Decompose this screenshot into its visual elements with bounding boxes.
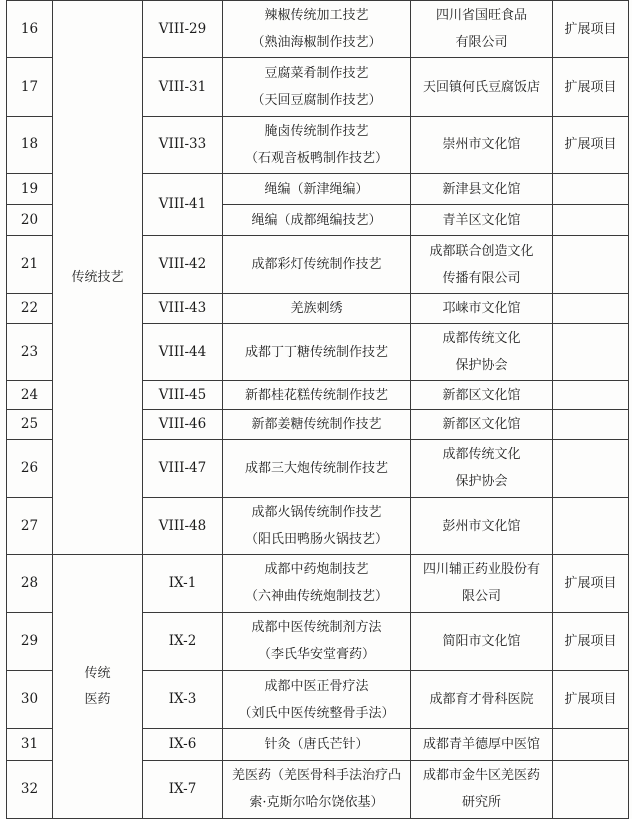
- project-name-line: （石观音板鸭制作技艺）: [244, 150, 388, 166]
- project-name: [223, 58, 411, 116]
- protection-unit: [411, 205, 553, 236]
- project-code: IX-6: [143, 729, 223, 760]
- project-name: [223, 293, 411, 323]
- project-code: IX-3: [143, 670, 223, 728]
- project-name-line: 成都三大炮传统制作技艺: [244, 460, 388, 476]
- protection-unit-line: 保护协会: [455, 474, 508, 490]
- project-name-line: （李氏华安堂膏药）: [257, 647, 375, 663]
- project-name: [223, 555, 411, 612]
- note-cell: [553, 293, 629, 323]
- project-name-line: 羌族刺绣: [290, 300, 343, 316]
- note-cell: 扩展项目: [553, 1, 629, 58]
- note-cell: [553, 439, 629, 497]
- note-cell: [553, 323, 629, 380]
- table-row: [7, 555, 629, 612]
- protection-unit-line: 成都育才骨科医院: [429, 692, 534, 708]
- project-name: [223, 1, 411, 58]
- project-name: [223, 760, 411, 818]
- protection-unit: [411, 323, 553, 380]
- row-number: 30: [7, 670, 53, 728]
- row-number: 28: [7, 555, 53, 612]
- project-name-line: 成都彩灯传统制作技艺: [251, 257, 382, 273]
- project-name-line: 成都火锅传统制作技艺: [251, 505, 382, 521]
- note-cell: [553, 205, 629, 236]
- project-code: VIII-48: [143, 497, 223, 554]
- project-name-line: （六神曲传统炮制技艺）: [244, 589, 388, 605]
- protection-unit-line: 崇州市文化馆: [442, 137, 521, 153]
- project-code: VIII-31: [143, 58, 223, 116]
- protection-unit-line: 天回镇何氏豆腐饭店: [422, 79, 540, 95]
- project-name-line: 成都中药炮制技艺: [264, 562, 369, 578]
- table-row: [7, 1, 629, 58]
- protection-unit: [411, 381, 553, 410]
- row-number: 22: [7, 293, 53, 323]
- protection-unit-line: 邛崃市文化馆: [442, 300, 521, 316]
- row-number: 23: [7, 323, 53, 380]
- project-name-line: （阳氏田鸭肠火锅技艺）: [244, 532, 388, 548]
- project-name: [223, 729, 411, 760]
- protection-unit-line: 新津县文化馆: [442, 181, 521, 197]
- protection-unit-line: 简阳市文化馆: [442, 633, 521, 649]
- heritage-table: [6, 0, 629, 819]
- category-cell: [53, 555, 143, 819]
- project-code: VIII-44: [143, 323, 223, 380]
- row-number: 21: [7, 236, 53, 293]
- protection-unit: [411, 612, 553, 670]
- protection-unit-line: 四川省国旺食品: [435, 8, 527, 24]
- project-name-line: 绳编（成都绳编技艺）: [251, 212, 382, 228]
- project-name-line: 索·克斯尔哈尔饶依基）: [249, 795, 384, 811]
- row-number: 25: [7, 410, 53, 439]
- protection-unit-line: 新都区文化馆: [442, 417, 521, 433]
- protection-unit: [411, 174, 553, 205]
- project-name: [223, 497, 411, 554]
- project-name: [223, 381, 411, 410]
- protection-unit-line: 成都青羊德厚中医馆: [422, 736, 540, 752]
- project-name-line: 针灸（唐氏芒针）: [264, 736, 369, 752]
- row-number: 31: [7, 729, 53, 760]
- protection-unit-line: 成都传统文化: [442, 331, 521, 347]
- project-code: VIII-42: [143, 236, 223, 293]
- note-cell: [553, 410, 629, 439]
- category-cell: [53, 1, 143, 555]
- project-name: [223, 174, 411, 205]
- project-name: [223, 670, 411, 728]
- project-name: [223, 116, 411, 173]
- protection-unit: [411, 670, 553, 728]
- project-code: IX-1: [143, 555, 223, 612]
- project-name: [223, 439, 411, 497]
- protection-unit: [411, 729, 553, 760]
- table-body: [7, 1, 629, 819]
- category-cell-line: 传统技艺: [71, 269, 124, 285]
- project-code: IX-7: [143, 760, 223, 818]
- project-code: VIII-33: [143, 116, 223, 173]
- note-cell: 扩展项目: [553, 116, 629, 173]
- protection-unit: [411, 555, 553, 612]
- protection-unit: [411, 497, 553, 554]
- protection-unit-line: 成都市金牛区羌医药: [422, 768, 540, 784]
- project-name: [223, 236, 411, 293]
- protection-unit-line: 新都区文化馆: [442, 387, 521, 403]
- protection-unit-line: 传播有限公司: [442, 270, 521, 286]
- project-name-line: 新都姜糖传统制作技艺: [251, 417, 382, 433]
- protection-unit: [411, 58, 553, 116]
- protection-unit-line: 研究所: [461, 795, 501, 811]
- note-cell: 扩展项目: [553, 670, 629, 728]
- project-code: VIII-41: [143, 174, 223, 236]
- project-name: [223, 612, 411, 670]
- note-cell: [553, 729, 629, 760]
- protection-unit: [411, 293, 553, 323]
- protection-unit-line: 限公司: [461, 589, 501, 605]
- protection-unit: [411, 236, 553, 293]
- protection-unit-line: 保护协会: [455, 358, 508, 374]
- project-code: VIII-47: [143, 439, 223, 497]
- project-name-line: 辣椒传统加工技艺: [264, 8, 369, 24]
- project-name-line: （熟油海椒制作技艺）: [251, 35, 382, 51]
- protection-unit-line: 有限公司: [455, 35, 508, 51]
- note-cell: 扩展项目: [553, 58, 629, 116]
- project-name-line: 绳编（新津绳编）: [264, 181, 369, 197]
- row-number: 17: [7, 58, 53, 116]
- project-name: [223, 323, 411, 380]
- note-cell: [553, 381, 629, 410]
- row-number: 26: [7, 439, 53, 497]
- row-number: 27: [7, 497, 53, 554]
- project-name-line: （天回豆腐制作技艺）: [251, 93, 382, 109]
- project-code: VIII-43: [143, 293, 223, 323]
- protection-unit-line: 成都联合创造文化: [429, 243, 534, 259]
- project-code: VIII-29: [143, 1, 223, 58]
- project-name: [223, 410, 411, 439]
- project-name-line: 豆腐菜肴制作技艺: [264, 66, 369, 82]
- protection-unit-line: 彭州市文化馆: [442, 518, 521, 534]
- project-name-line: 成都中医传统制剂方法: [251, 620, 382, 636]
- row-number: 24: [7, 381, 53, 410]
- protection-unit-line: 成都传统文化: [442, 447, 521, 463]
- project-name-line: 成都丁丁糖传统制作技艺: [244, 344, 388, 360]
- row-number: 32: [7, 760, 53, 818]
- protection-unit: [411, 410, 553, 439]
- project-name-line: 腌卤传统制作技艺: [264, 123, 369, 139]
- note-cell: [553, 760, 629, 818]
- row-number: 18: [7, 116, 53, 173]
- project-name-line: 成都中医正骨疗法: [264, 678, 369, 694]
- protection-unit: [411, 760, 553, 818]
- project-code: VIII-45: [143, 381, 223, 410]
- project-code: IX-2: [143, 612, 223, 670]
- protection-unit: [411, 1, 553, 58]
- project-code: VIII-46: [143, 410, 223, 439]
- protection-unit-line: 四川辅正药业股份有: [422, 562, 540, 578]
- note-cell: [553, 236, 629, 293]
- protection-unit-line: 青羊区文化馆: [442, 212, 521, 228]
- project-name-line: 羌医药（羌医骨科手法治疗凸: [231, 768, 401, 784]
- protection-unit: [411, 116, 553, 173]
- note-cell: [553, 497, 629, 554]
- category-cell-line: 医药: [84, 691, 111, 707]
- protection-unit: [411, 439, 553, 497]
- project-name: [223, 205, 411, 236]
- note-cell: 扩展项目: [553, 612, 629, 670]
- category-cell-line: 传统: [84, 665, 111, 681]
- project-name-line: 新都桂花糕传统制作技艺: [244, 387, 388, 403]
- note-cell: 扩展项目: [553, 555, 629, 612]
- note-cell: [553, 174, 629, 205]
- row-number: 29: [7, 612, 53, 670]
- row-number: 16: [7, 1, 53, 58]
- row-number: 20: [7, 205, 53, 236]
- project-name-line: （刘氏中医传统整骨手法）: [238, 705, 395, 721]
- row-number: 19: [7, 174, 53, 205]
